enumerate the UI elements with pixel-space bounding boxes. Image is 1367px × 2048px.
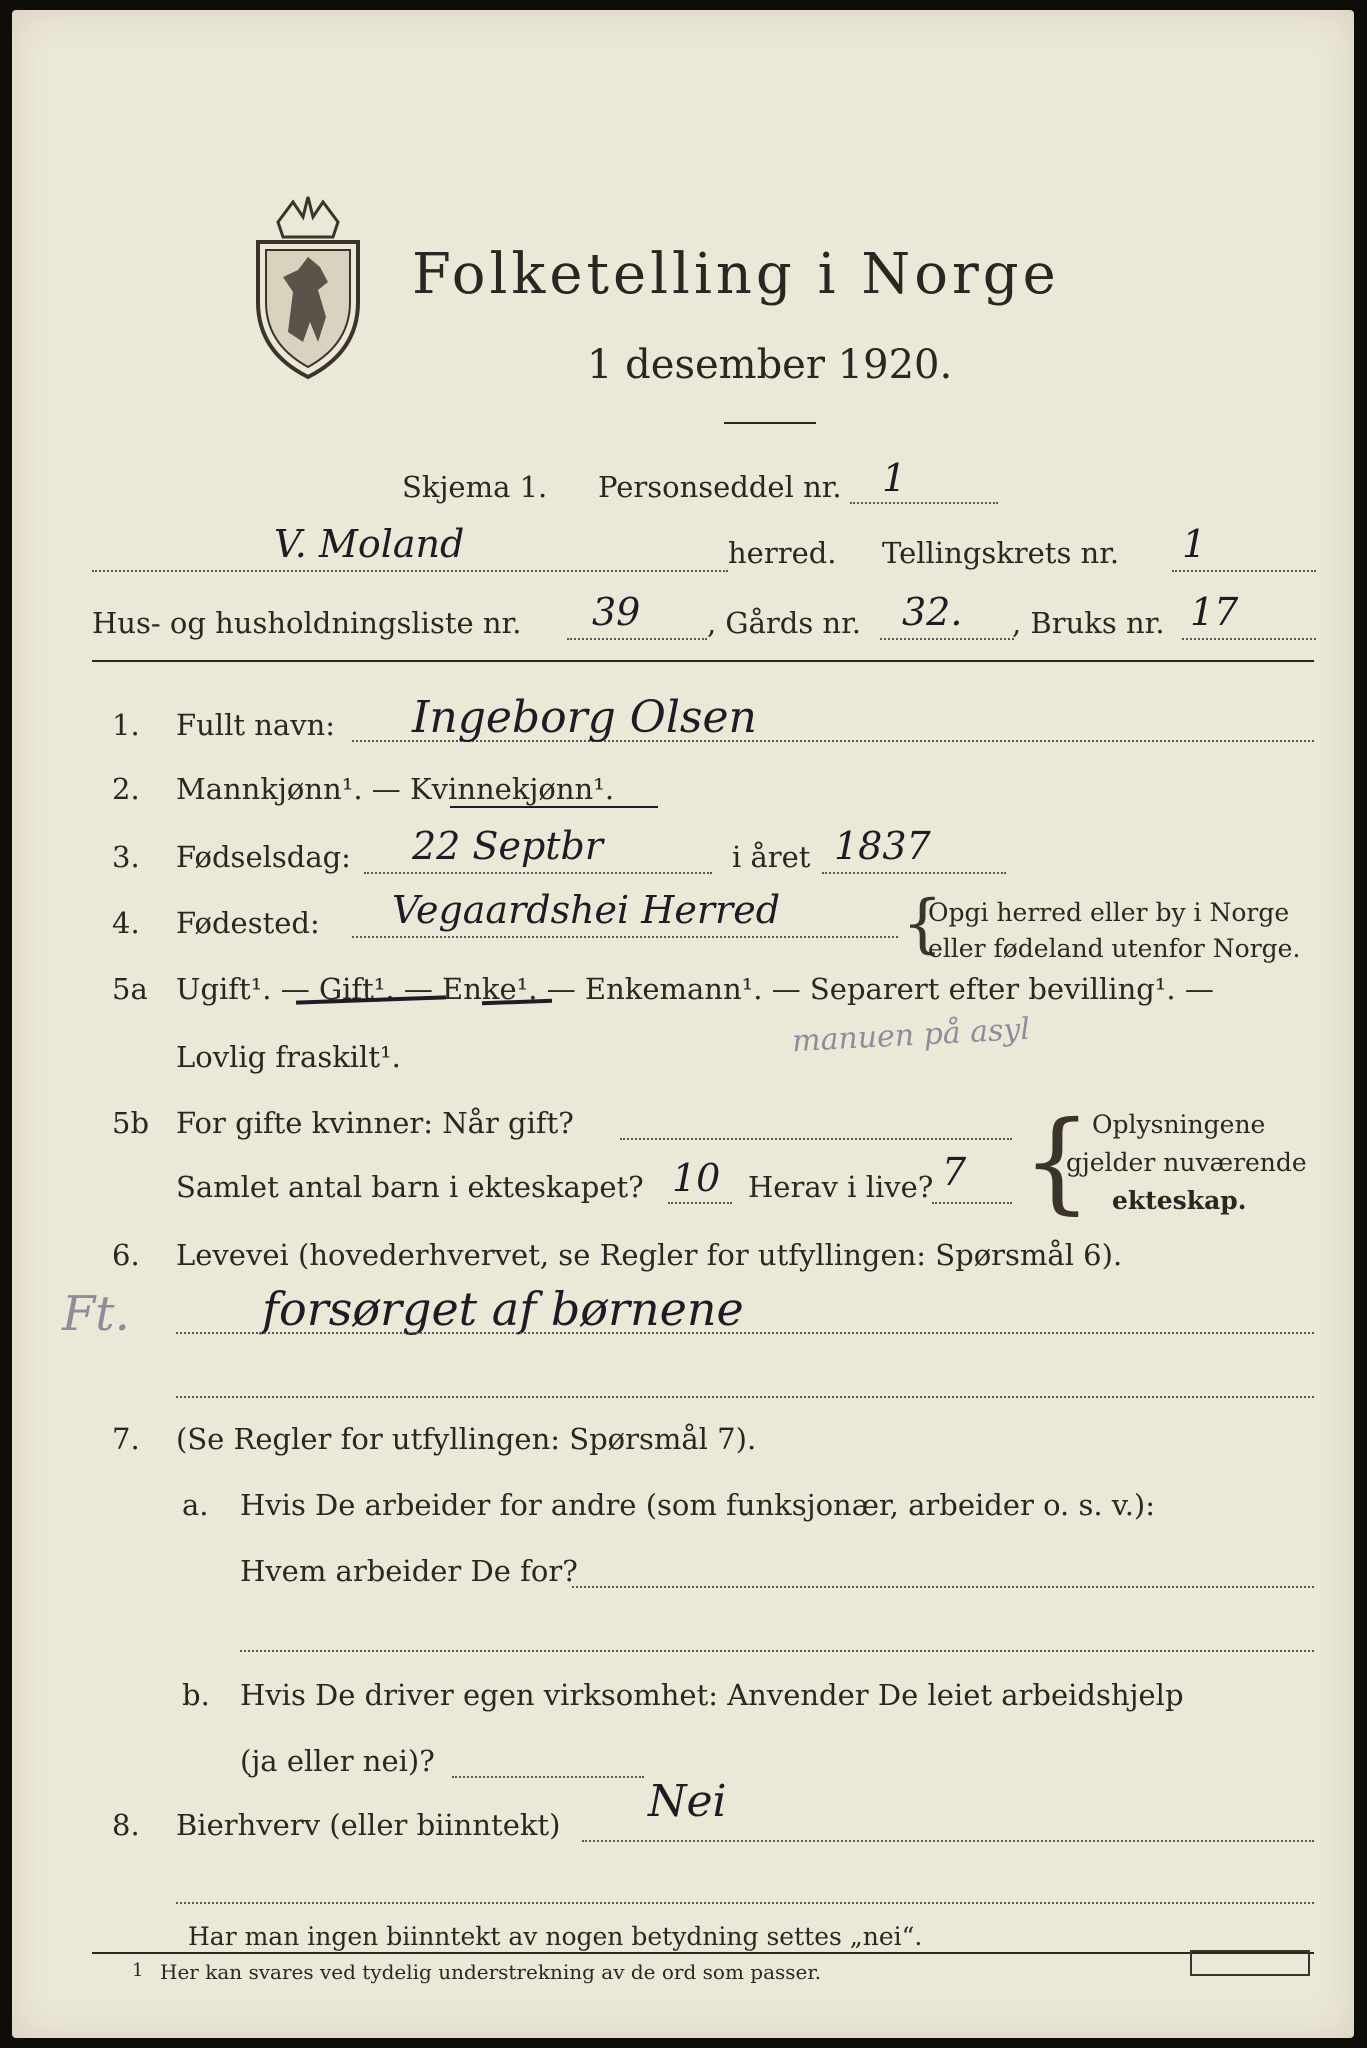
- q3-value: 22 Septbr: [412, 824, 604, 868]
- q8-value: Nei: [648, 1776, 727, 1827]
- footnote-text: Her kan svares ved tydelig understrekning av de ord som passer.: [160, 1960, 822, 1984]
- form-date: 1 desember 1920.: [587, 342, 953, 388]
- q3-year-value: 1837: [834, 824, 931, 868]
- q7-label: (Se Regler for utfyllingen: Spørsmål 7).: [176, 1422, 757, 1456]
- q6-line-2: [176, 1396, 1314, 1398]
- q7a-letter: a.: [182, 1488, 209, 1522]
- hus-label: Hus- og husholdningsliste nr.: [92, 606, 522, 640]
- q5b-alive-line: [932, 1202, 1012, 1204]
- q3-year-line: [822, 872, 1006, 874]
- q7b-label: Hvis De driver egen virksomhet: Anvender De leiet arbeidshjelp: [240, 1678, 1184, 1712]
- printer-stamp: [1190, 1950, 1310, 1976]
- q5b-number: 5b: [112, 1106, 150, 1140]
- q6-value: forsørget af børnene: [262, 1282, 744, 1336]
- q4-line: [352, 936, 898, 938]
- footnote-mark: 1: [132, 1960, 144, 1981]
- q7a-label: Hvis De arbeider for andre (som funksjonær, arbeider o. s. v.):: [240, 1488, 1156, 1522]
- q5b-children-label: Samlet antal barn i ekteskapet?: [176, 1170, 644, 1204]
- q5a-label-2: Lovlig fraskilt¹.: [176, 1040, 401, 1074]
- coat-of-arms-icon: [248, 182, 368, 382]
- bruks-label: , Bruks nr.: [1012, 606, 1165, 640]
- q3-label: Fødselsdag:: [176, 840, 351, 874]
- q5a-label: Ugift¹. — Gift¹. — Enke¹. — Enkemann¹. — Separert efter bevilling¹. —: [176, 972, 1214, 1006]
- q2-label: Mannkjønn¹. — Kvinnekjønn¹.: [176, 772, 615, 806]
- q4-brace: {: [902, 887, 943, 961]
- hus-line: [567, 638, 707, 640]
- gards-line: [880, 638, 1014, 640]
- q8-line-2: [176, 1902, 1314, 1904]
- hus-value: 39: [592, 590, 641, 634]
- footer-divider: [92, 1952, 1314, 1954]
- census-form: [12, 10, 1354, 2038]
- q5b-alive-value: 7: [942, 1150, 967, 1194]
- q7b-label-2: (ja eller nei)?: [240, 1744, 435, 1778]
- q5b-label: For gifte kvinner: Når gift?: [176, 1106, 574, 1140]
- herred-line: [92, 570, 728, 572]
- q8-label: Bierhverv (eller biinntekt): [176, 1808, 561, 1842]
- q5b-children-line: [668, 1202, 732, 1204]
- tellingskrets-label: Tellingskrets nr.: [882, 536, 1120, 570]
- bruks-value: 17: [1190, 590, 1239, 634]
- form-title: Folketelling i Norge: [412, 242, 1060, 307]
- q3-line: [364, 872, 712, 874]
- q7a-line-2: [240, 1650, 1314, 1652]
- tellingskrets-line: [1172, 570, 1316, 572]
- q7a-label-2: Hvem arbeider De for?: [240, 1554, 578, 1588]
- gards-label: , Gårds nr.: [707, 606, 861, 640]
- q2-number: 2.: [112, 772, 140, 806]
- herred-label: herred.: [728, 536, 837, 570]
- q5b-brace: {: [1022, 1097, 1092, 1225]
- q5b-children-value: 10: [672, 1156, 721, 1200]
- q8-line-1: [582, 1840, 1314, 1842]
- q5b-line: [620, 1138, 1012, 1140]
- q4-number: 4.: [112, 906, 140, 940]
- bruks-line: [1182, 638, 1316, 640]
- q7b-line: [452, 1776, 644, 1778]
- q3-number: 3.: [112, 840, 140, 874]
- q5b-note-1: Oplysningene: [1092, 1110, 1266, 1139]
- personseddel-value: 1: [882, 456, 907, 500]
- q4-note-2: eller fødeland utenfor Norge.: [928, 934, 1301, 963]
- q5a-margin-note: manuen på asyl: [791, 1011, 1031, 1060]
- q6-margin-mark: Ft.: [62, 1286, 130, 1342]
- q4-note-1: Opgi herred eller by i Norge: [928, 898, 1290, 927]
- q8-number: 8.: [112, 1808, 140, 1842]
- tellingskrets-value: 1: [1182, 522, 1207, 566]
- q5a-number: 5a: [112, 972, 148, 1006]
- q4-label: Fødested:: [176, 906, 320, 940]
- q7b-letter: b.: [182, 1678, 210, 1712]
- schema-label: Skjema 1.: [402, 470, 548, 504]
- title-divider: [724, 422, 816, 424]
- q5b-note-3: ekteskap.: [1112, 1186, 1247, 1215]
- personseddel-line: [850, 502, 998, 504]
- gards-value: 32.: [902, 590, 963, 634]
- herred-value: V. Moland: [274, 522, 465, 566]
- q2-underline: [450, 806, 658, 808]
- q7-number: 7.: [112, 1422, 140, 1456]
- q6-line-1: [176, 1332, 1314, 1334]
- q4-value: Vegaardshei Herred: [392, 888, 781, 932]
- q5b-note-2: gjelder nuværende: [1066, 1148, 1307, 1177]
- q5b-alive-label: Herav i live?: [748, 1170, 934, 1204]
- q1-value: Ingeborg Olsen: [412, 692, 757, 743]
- q6-label: Levevei (hovederhvervet, se Regler for utfyllingen: Spørsmål 6).: [176, 1238, 1123, 1272]
- footer-note: Har man ingen biinntekt av nogen betydning settes „nei“.: [188, 1922, 923, 1951]
- personseddel-label: Personseddel nr.: [598, 470, 842, 504]
- section-divider: [92, 660, 1314, 662]
- q1-number: 1.: [112, 708, 140, 742]
- q7a-line-1: [572, 1586, 1314, 1588]
- q3-year-label: i året: [732, 840, 811, 874]
- q6-number: 6.: [112, 1238, 140, 1272]
- q1-label: Fullt navn:: [176, 708, 336, 742]
